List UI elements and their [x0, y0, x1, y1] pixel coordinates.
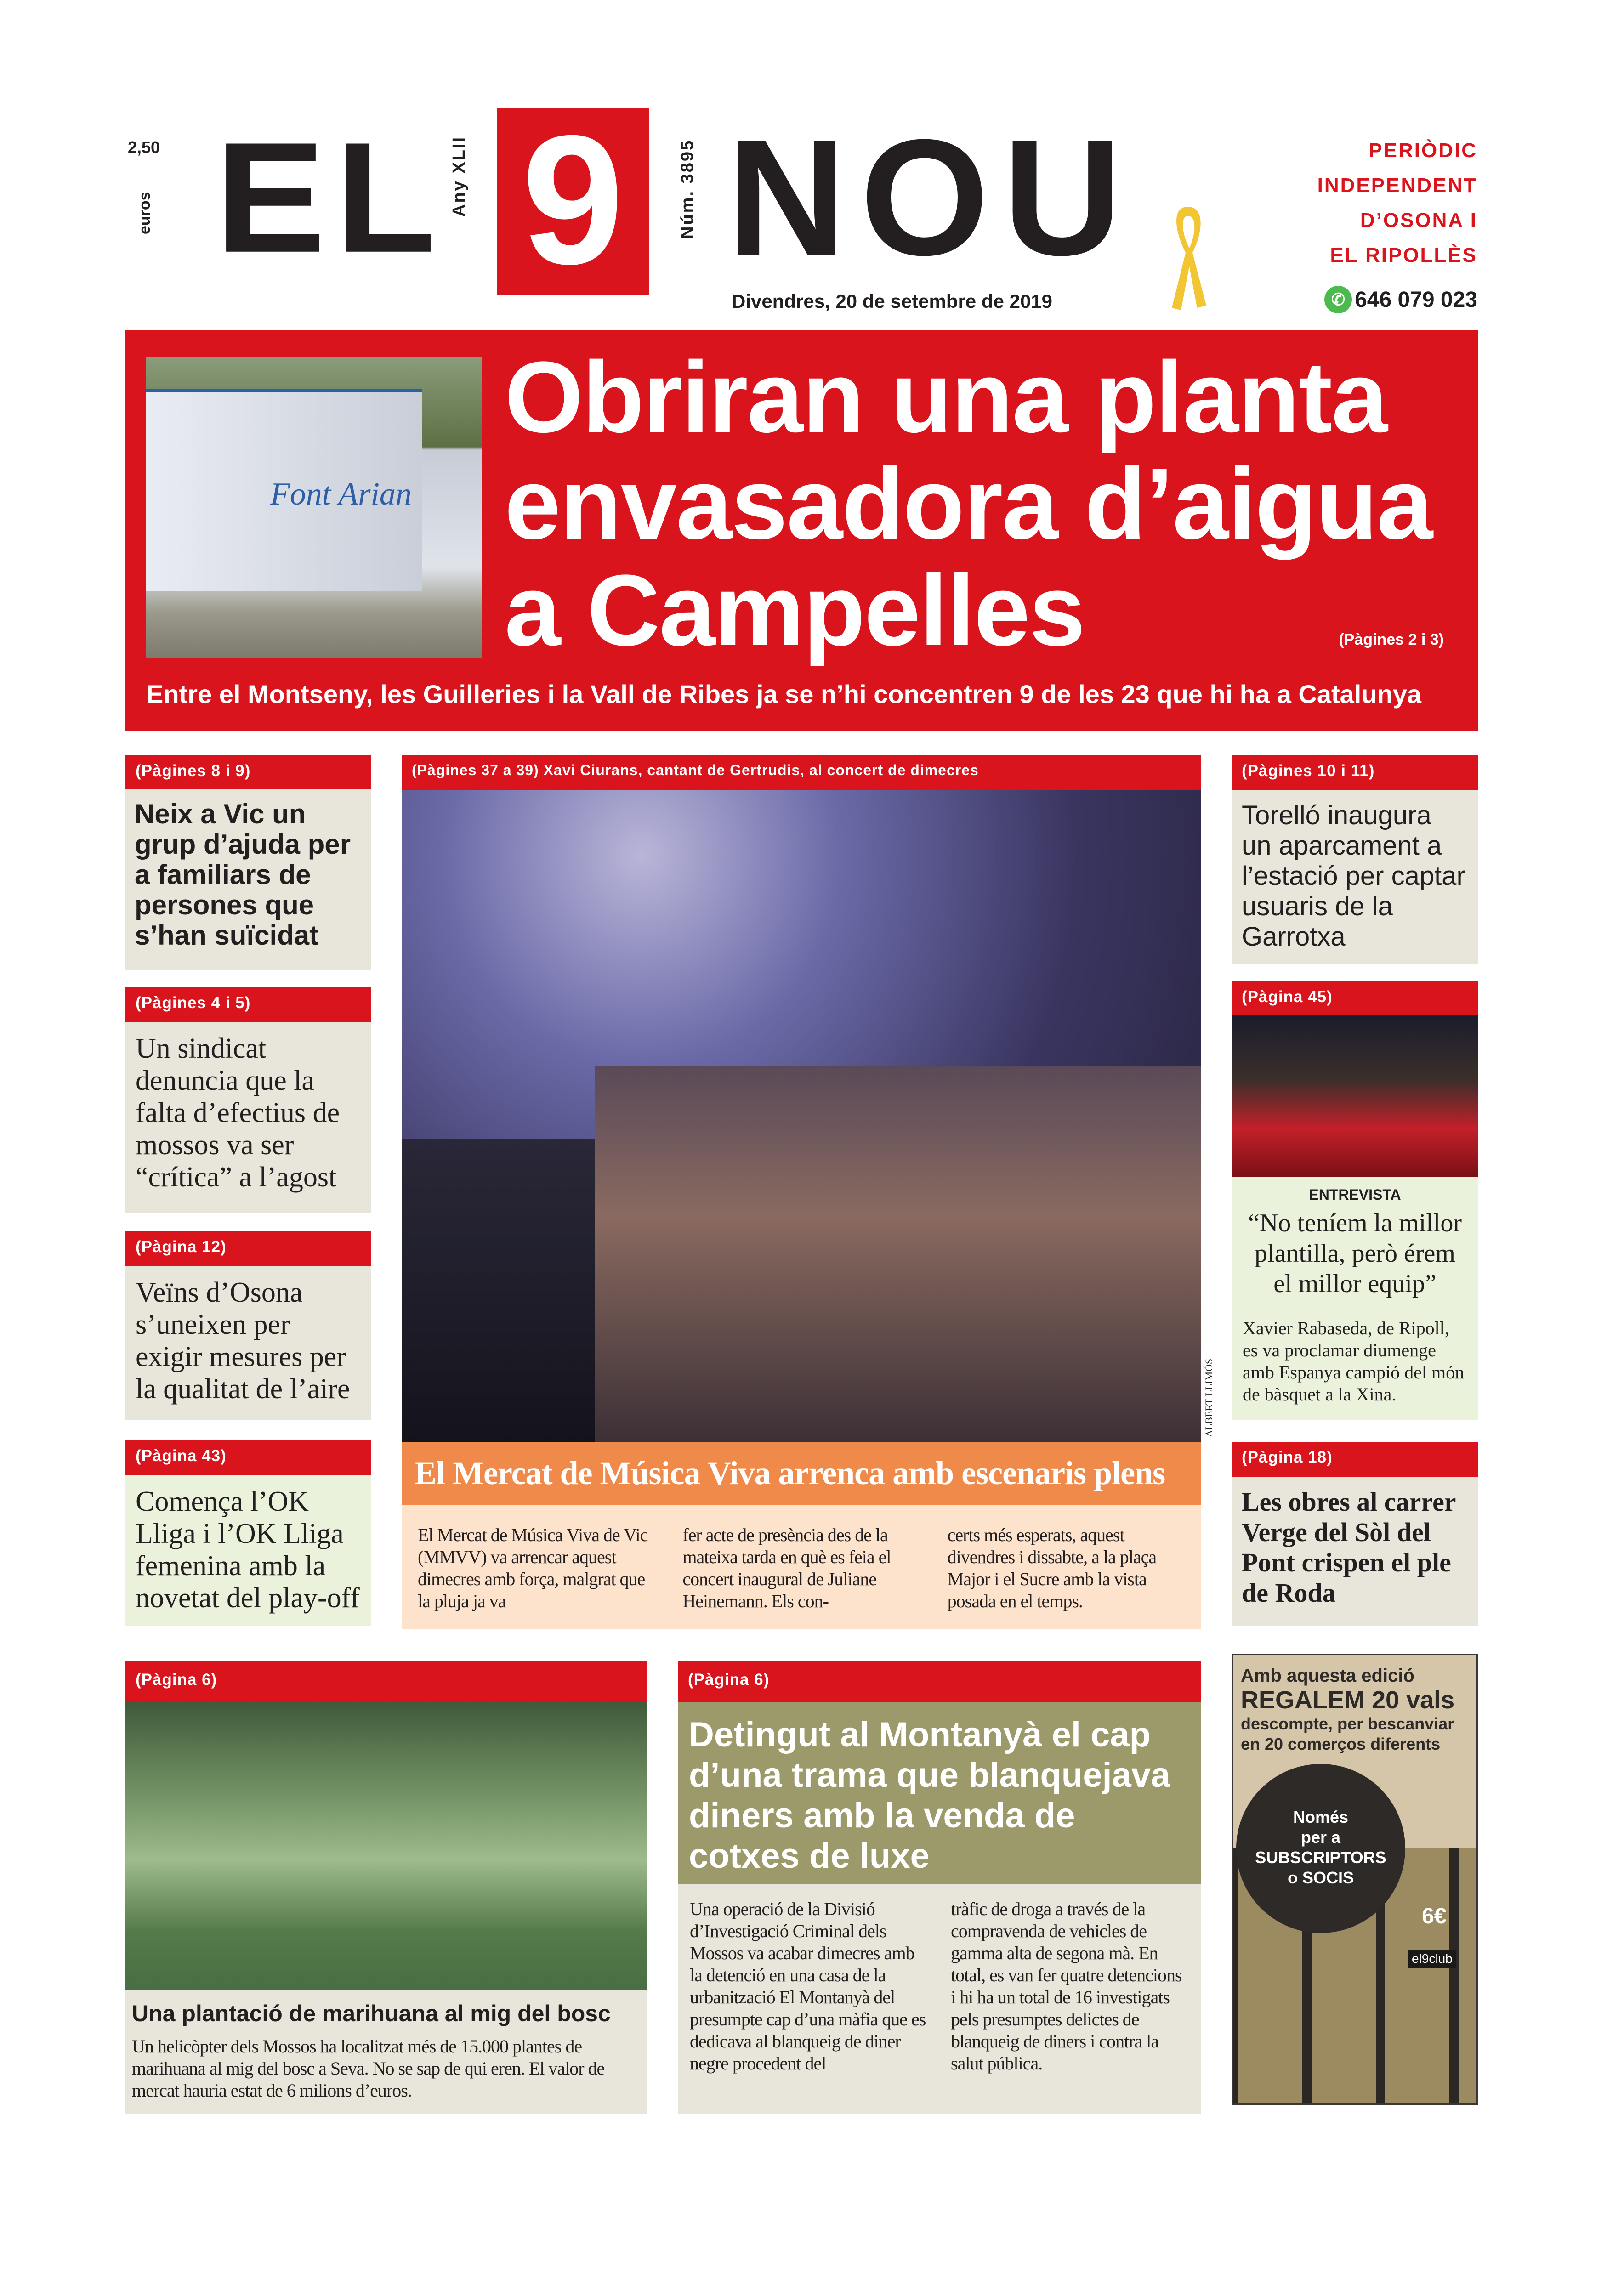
center-caption: (Pàgines 37 a 39) Xavi Ciurans, cantant de Gertrudis, al concert de dimecres	[402, 755, 1201, 790]
lead-story[interactable]	[125, 330, 1478, 731]
story-headline: Una plantació de marihuana al mig del bosc	[132, 2001, 611, 2026]
tagline-line: INDEPENDENT	[1317, 174, 1477, 197]
yellow-ribbon-icon	[1163, 202, 1213, 312]
bottom-center-headline[interactable]: Detingut al Montanyà el cap d’una trama que blanquejava diners amb la venda de cotxes de luxe	[678, 1702, 1201, 1884]
currency: euros	[136, 192, 153, 234]
section-pages: (Pàgina 45)	[1232, 981, 1478, 1015]
badge-line: SUBSCRIPTORS	[1255, 1848, 1386, 1867]
section-pages: (Pàgina 6)	[678, 1661, 1201, 1702]
price: 2,50	[128, 138, 160, 157]
interview-body: Xavier Rabaseda, de Ripoll, es va proclamar diumenge amb Espanya campió del món de bàsquet a la Xina.	[1243, 1318, 1465, 1405]
left-story-3[interactable]: Veïns d’Osona s’uneixen per exigir mesures per la qualitat de l’aire	[125, 1266, 371, 1420]
crowd	[595, 1066, 1201, 1442]
tagline-line: PERIÒDIC	[1369, 139, 1477, 162]
subscriber-ad[interactable]	[1232, 1654, 1478, 2105]
interview-box[interactable]	[1232, 1177, 1478, 1420]
phone[interactable]	[1324, 286, 1477, 313]
center-headline[interactable]: El Mercat de Música Viva arrenca amb escenaris plens	[402, 1442, 1201, 1505]
tagline-line: EL RIPOLLÈS	[1330, 244, 1477, 266]
left-story-1[interactable]: Neix a Vic un grup d’ajuda per a familiars de persones que s’han suïcidat	[125, 789, 371, 970]
body-column: certs més esperats, aquest divendres i dissabte, a la plaça Major i el Sucre amb la vista posada en el temps.	[947, 1525, 1157, 1611]
body-column: fer acte de presència des de la mateixa tarda en què es feia el concert inaugural de Juliane Heinemann. Els con-	[682, 1525, 891, 1611]
lead-pages: (Pàgines 2 i 3)	[1339, 631, 1444, 648]
ad-line-1: Amb aquesta edició	[1241, 1666, 1414, 1686]
ad-line-3: descompte, per bescanviar en 20 comerços diferents	[1241, 1714, 1454, 1753]
center-body	[402, 1505, 1201, 1629]
section-pages: (Pàgina 18)	[1232, 1442, 1478, 1477]
body-column: Una operació de la Divisió d’Investigació Criminal dels Mossos va acabar dimecres amb la detenció en una casa de la urbanització El Montanyà del presumpte cap d’una màfia que es dedicava al blanqueig de diner negre procedent del	[690, 1899, 926, 2074]
year: Any XLII	[449, 136, 469, 217]
lead-photo	[146, 357, 482, 658]
interview-photo	[1232, 1015, 1478, 1177]
logo-el: EL	[215, 110, 445, 285]
voucher-brand: el9club	[1408, 1950, 1456, 1968]
date: Divendres, 20 de setembre de 2019	[732, 290, 1053, 312]
section-pages: (Pàgina 6)	[125, 1661, 647, 1702]
section-pages: (Pàgines 10 i 11)	[1232, 755, 1478, 790]
logo-nine-box	[497, 97, 649, 302]
headline-line: Obriran una planta	[505, 340, 1387, 454]
section-pages: (Pàgina 12)	[125, 1231, 371, 1266]
issue-number: Núm. 3895	[678, 139, 697, 239]
interview-quote: “No teníem la millor plantilla, però érem el millor equip”	[1248, 1209, 1462, 1298]
section-pages: (Pàgines 4 i 5)	[125, 987, 371, 1022]
badge-line: per a	[1300, 1828, 1341, 1847]
whatsapp-icon: ✆	[1324, 286, 1352, 313]
badge-line: o SOCIS	[1287, 1868, 1354, 1887]
headline-line: a Campelles	[505, 554, 1085, 667]
right-story-1[interactable]: Torelló inaugura un aparcament a l’estació per captar usuaris de la Garrotxa	[1232, 790, 1478, 964]
logo-number: 9	[522, 97, 624, 302]
story-body: Un helicòpter dels Mossos ha localitzat més de 15.000 plantes de marihuana al mig del bosc a Seva. No se sap de qui eren. El valor de mercat hauria estat de 6 milions d’euros.	[132, 2036, 605, 2101]
photo-credit: ALBERT LLIMÓS	[1203, 1358, 1215, 1437]
phone-number: 646 079 023	[1355, 287, 1477, 312]
concert-photo	[402, 790, 1201, 1442]
voucher-value: 6€	[1422, 1904, 1447, 1928]
logo-nou: NOU	[727, 105, 1136, 290]
body-column: tràfic de droga a través de la compravenda de vehicles de gamma alta de segona mà. En total, es van fer quatre detencions i hi ha un total de 16 investigats pels presumptes delictes de blanqueig de diners i contra la salut pública.	[951, 1899, 1182, 2074]
lead-headline	[505, 340, 1432, 667]
left-story-2[interactable]: Un sindicat denuncia que la falta d’efectius de mossos va ser “crítica” a l’agost	[125, 1022, 371, 1213]
right-story-3[interactable]: Les obres al carrer Verge del Sòl del Pont crispen el ple de Roda	[1232, 1477, 1478, 1626]
section-pages: (Pàgina 43)	[125, 1440, 371, 1475]
tagline-line: D’OSONA I	[1360, 209, 1477, 232]
headline-line: envasadora d’aigua	[505, 447, 1432, 560]
badge-line: Només	[1293, 1808, 1349, 1826]
kicker: ENTREVISTA	[1309, 1186, 1401, 1203]
lead-subhead: Entre el Montseny, les Guilleries i la Vall de Ribes ja se n’hi concentren 9 de les 23 que hi ha a Catalunya	[146, 680, 1422, 709]
ad-line-2: REGALEM 20 vals	[1241, 1686, 1455, 1714]
body-column: El Mercat de Música Viva de Vic (MMVV) va arrencar aquest dimecres amb força, malgrat que la pluja ja va	[418, 1525, 648, 1611]
left-story-4[interactable]: Comença l’OK Lliga i l’OK Lliga femenina amb la novetat del play-off	[125, 1475, 371, 1626]
subscribers-badge	[1243, 1770, 1399, 1927]
tagline	[1317, 133, 1477, 273]
bottom-left-story[interactable]	[125, 1990, 647, 2114]
section-pages: (Pàgines 8 i 9)	[125, 755, 371, 789]
photo-sign: Font Arian	[270, 476, 412, 512]
stage	[402, 1139, 595, 1442]
marijuana-photo	[125, 1702, 647, 1990]
bottom-center-body	[678, 1884, 1201, 2114]
